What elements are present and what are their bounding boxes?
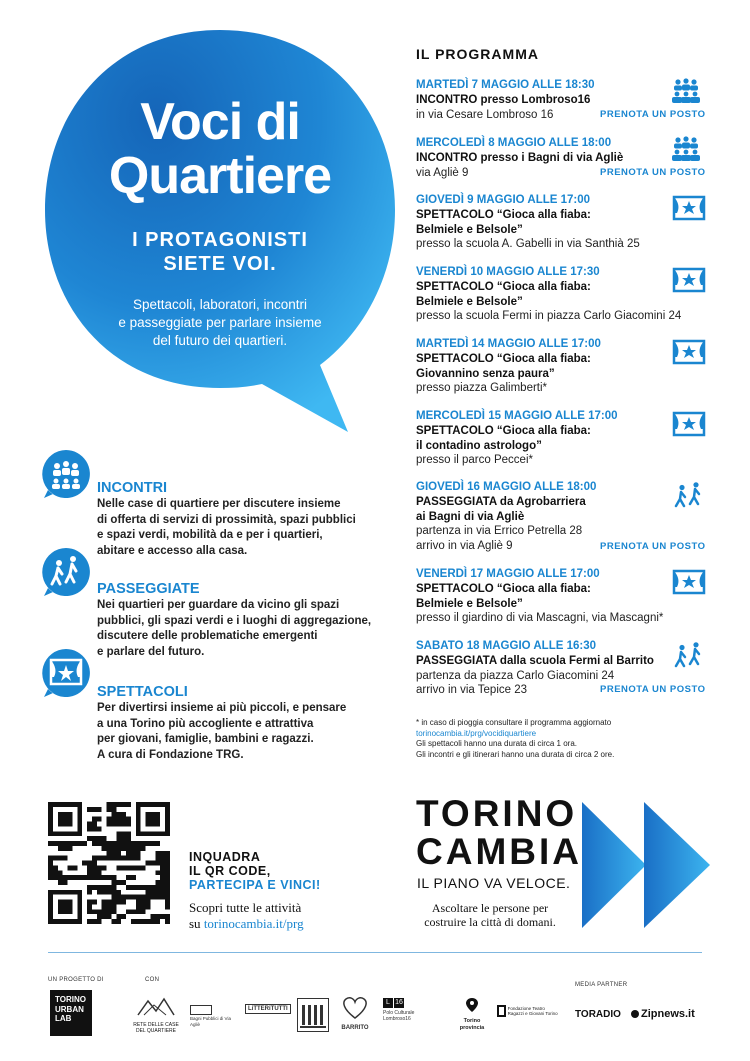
activity-title-incontri: INCONTRI [97,480,168,496]
program-event [416,193,716,252]
torino-provincia-logo [452,997,492,1031]
activity-title-spettacoli: SPETTACOLI [97,684,188,700]
media-partner-label: MEDIA PARTNER [575,982,628,988]
with-label: CON [145,977,160,983]
activity-line: pubblici, gli spazi verdi e i luoghi di aggregazione, [97,614,372,627]
event-date: MARTEDÌ 7 MAGGIO ALLE 18:30 [416,79,595,91]
book-seat-link[interactable]: PRENOTA UN POSTO [600,109,706,120]
hero-subtitle-line1: I PROTAGONISTI [132,229,308,251]
program-notes [416,718,716,760]
logo-text: Bagni Pubblici di Via Agliè [190,1016,231,1027]
brand-title-line1: TORINO [416,793,578,834]
event-title: Giovannino senza paura” [416,367,555,380]
qr-callout [189,850,321,892]
dot-icon [631,1010,639,1018]
activity-line: discutere delle problematiche emergenti [97,630,318,642]
program-link[interactable]: torinocambia.it/prg/vocidiquartiere [416,728,537,738]
logo-text: Polo Culturale Lombroso16 [383,1010,415,1022]
event-location: partenza da piazza Carlo Giacomini 24 [416,669,615,682]
zipnews-logo [631,1008,695,1020]
hero-description-line: del futuro dei quartieri. [152,333,288,348]
qr-callout-line: INQUADRA [189,850,261,864]
theatre-stage-icon [40,647,92,699]
event-location: arrivo in via Tepice 23 [416,684,528,696]
people-meeting-icon [669,136,703,162]
logo-text: BARRITO [341,1025,369,1031]
activity-line: Nei quartieri per guardare da vicino gli spazi [97,599,340,611]
activity-line: e spazi verdi, mobilità da e per i quartieri, [97,529,323,541]
event-location: presso la scuola A. Gabelli in via Santhià 25 [416,238,640,250]
discover-activities [189,900,304,931]
event-title: SPETTACOLO “Gioca alla fiaba: [416,425,591,437]
walking-people-icon [672,482,706,508]
barrito-logo [338,994,372,1031]
activity-line: per giovani, famiglie, bambini e ragazzi. [97,733,314,745]
activity-line: Per divertirsi insieme ai più piccoli, e pensare [97,702,347,714]
event-title: INCONTRO presso i Bagni di via Agliè [416,152,624,164]
brand-tagline: IL PIANO VA VELOCE. [417,875,571,891]
discover-link-line [189,916,304,932]
walking-people-icon [672,642,706,668]
event-location: partenza in via Errico Petrella 28 [416,525,583,537]
logo-text: Torino provincia [459,1018,485,1031]
hero-subtitle [80,228,360,276]
qr-callout-line: IL QR CODE, [189,864,271,878]
logo-text: Fondazione Teatro Ragazzi e Giovani Torino [507,1005,558,1016]
event-title: SPETTACOLO “Gioca alla fiaba: [416,281,591,293]
book-seat-link[interactable]: PRENOTA UN POSTO [600,684,706,695]
logo-text: RETE DELLE CASE DEL QUARTIERE [133,1022,179,1034]
walking-people-icon [40,546,92,598]
logo-text: Zipnews.it [641,1008,695,1020]
map-pin-icon [465,997,479,1013]
theatre-stage-icon [672,569,706,595]
activity-description-spettacoli [97,701,387,763]
logo-line: TORINO [55,995,86,1004]
theatre-stage-icon [672,339,706,365]
qr-code[interactable] [48,802,170,924]
hero-title-line1: Voci di [140,93,300,151]
brand-claim-line: Ascoltare le persone per [431,901,549,915]
people-meeting-icon [40,448,92,500]
event-location: presso il parco Peccei* [416,454,533,466]
fondazione-trg-logo [497,1005,559,1017]
event-title: INCONTRO presso Lombroso16 [416,94,591,106]
project-label: UN PROGETTO DI [48,977,104,983]
building-logo [297,998,329,1032]
event-date: SABATO 18 MAGGIO ALLE 16:30 [416,640,596,652]
qr-callout-line: PARTECIPA E VINCI! [189,878,321,892]
event-date: MERCOLEDÌ 8 MAGGIO ALLE 18:00 [416,137,612,149]
event-title: il contadino astrologo” [416,439,542,452]
event-title: PASSEGGIATA dalla scuola Fermi al Barrito [416,655,654,667]
discover-prefix: su [189,915,204,931]
duration-note: Gli incontri e gli itinerari hanno una durata di circa 2 ore. [416,749,615,759]
event-title: Belmiele e Belsole” [416,223,523,236]
activity-line: Nelle case di quartiere per discutere insieme [97,498,341,510]
event-date: GIOVEDÌ 9 MAGGIO ALLE 17:00 [416,194,591,206]
event-title: SPETTACOLO “Gioca alla fiaba: [416,353,591,365]
logo-line: URBAN [55,1004,84,1014]
event-location: presso piazza Galimberti* [416,382,548,394]
hero-description-line: e passeggiate per parlare insieme [118,315,322,330]
event-location: presso la scuola Fermi in piazza Carlo Giacomini 24 [416,310,682,322]
program-event [416,337,716,396]
event-title: SPETTACOLO “Gioca alla fiaba: [416,209,591,221]
rain-note: * in caso di pioggia consultare il programma aggiornato [416,718,612,727]
speech-bubble [0,0,420,440]
rete-case-quartiere-logo [130,995,182,1037]
book-seat-link[interactable]: PRENOTA UN POSTO [600,541,706,552]
event-location: arrivo in via Agliè 9 [416,539,513,552]
event-location: presso il giardino di via Mascagni, via Mascagni* [416,612,664,624]
heart-icon [340,994,370,1020]
building-icon [298,999,328,1031]
event-title: PASSEGGIATA da Agrobarriera [416,496,586,508]
activity-description-incontri [97,497,387,559]
book-seat-link[interactable]: PRENOTA UN POSTO [600,167,706,178]
event-location: in via Cesare Lombroso 16 [416,108,554,121]
houses-icon [136,995,176,1017]
activity-line: abitare e accesso alla casa. [97,544,248,557]
program-event [416,567,716,626]
event-date: VENERDÌ 17 MAGGIO ALLE 17:00 [416,568,600,580]
logo-line: LAB [55,1014,72,1023]
event-title: Belmiele e Belsole” [416,597,523,610]
lombroso16-logo: L 16 Polo Culturale Lombroso16 [383,998,441,1022]
event-date: GIOVEDÌ 16 MAGGIO ALLE 18:00 [416,481,597,493]
program-event [416,409,716,468]
fast-forward-icon [580,800,712,930]
duration-note: Gli spettacoli hanno una durata di circa 1 ora. [416,739,577,748]
toradio-logo: TORADIO [575,1009,621,1020]
discover-link[interactable]: torinocambia.it/prg [203,915,304,931]
hero-description-line: Spettacoli, laboratori, incontri [132,297,308,312]
hero-subtitle-line2: SIETE VOI. [163,253,277,275]
people-meeting-icon [669,78,703,104]
litteritutti-logo: LiTTERiTUTTI [245,1004,291,1014]
event-date: MARTEDÌ 14 MAGGIO ALLE 17:00 [416,338,601,350]
event-title: SPETTACOLO “Gioca alla fiaba: [416,583,591,595]
activity-line: a una Torino più accogliente e attrattiva [97,717,314,730]
event-date: VENERDÌ 10 MAGGIO ALLE 17:30 [416,266,600,278]
theatre-stage-icon [672,195,706,221]
theatre-stage-icon [672,411,706,437]
footer-divider [48,952,702,953]
program-heading: IL PROGRAMMA [416,46,539,62]
discover-text: Scopri tutte le attività [189,900,302,915]
hero-title-line2: Quartiere [108,147,332,205]
event-date: MERCOLEDÌ 15 MAGGIO ALLE 17:00 [416,410,618,422]
activity-line: e parlare del futuro. [97,645,205,658]
activity-title-passeggiate: PASSEGGIATE [97,581,200,597]
activity-description-passeggiate [97,598,387,660]
torino-urban-lab-logo [50,990,92,1036]
activity-line: A cura di Fondazione TRG. [97,748,244,761]
activity-line: di offerta di servizi di prossimità, spazi pubblici [97,513,356,526]
event-title: Belmiele e Belsole” [416,295,523,308]
brand-claim-line: costruire la città di domani. [424,915,556,929]
brand-claim [416,901,564,929]
brand-title-line2: CAMBIA [416,831,582,872]
event-location: via Agliè 9 [416,166,469,179]
theatre-stage-icon [672,267,706,293]
hero-description [85,296,355,350]
event-title: ai Bagni di via Agliè [416,510,525,523]
program-event [416,265,716,324]
square-icon [497,1005,506,1017]
bagni-pubblici-logo [190,1005,240,1028]
